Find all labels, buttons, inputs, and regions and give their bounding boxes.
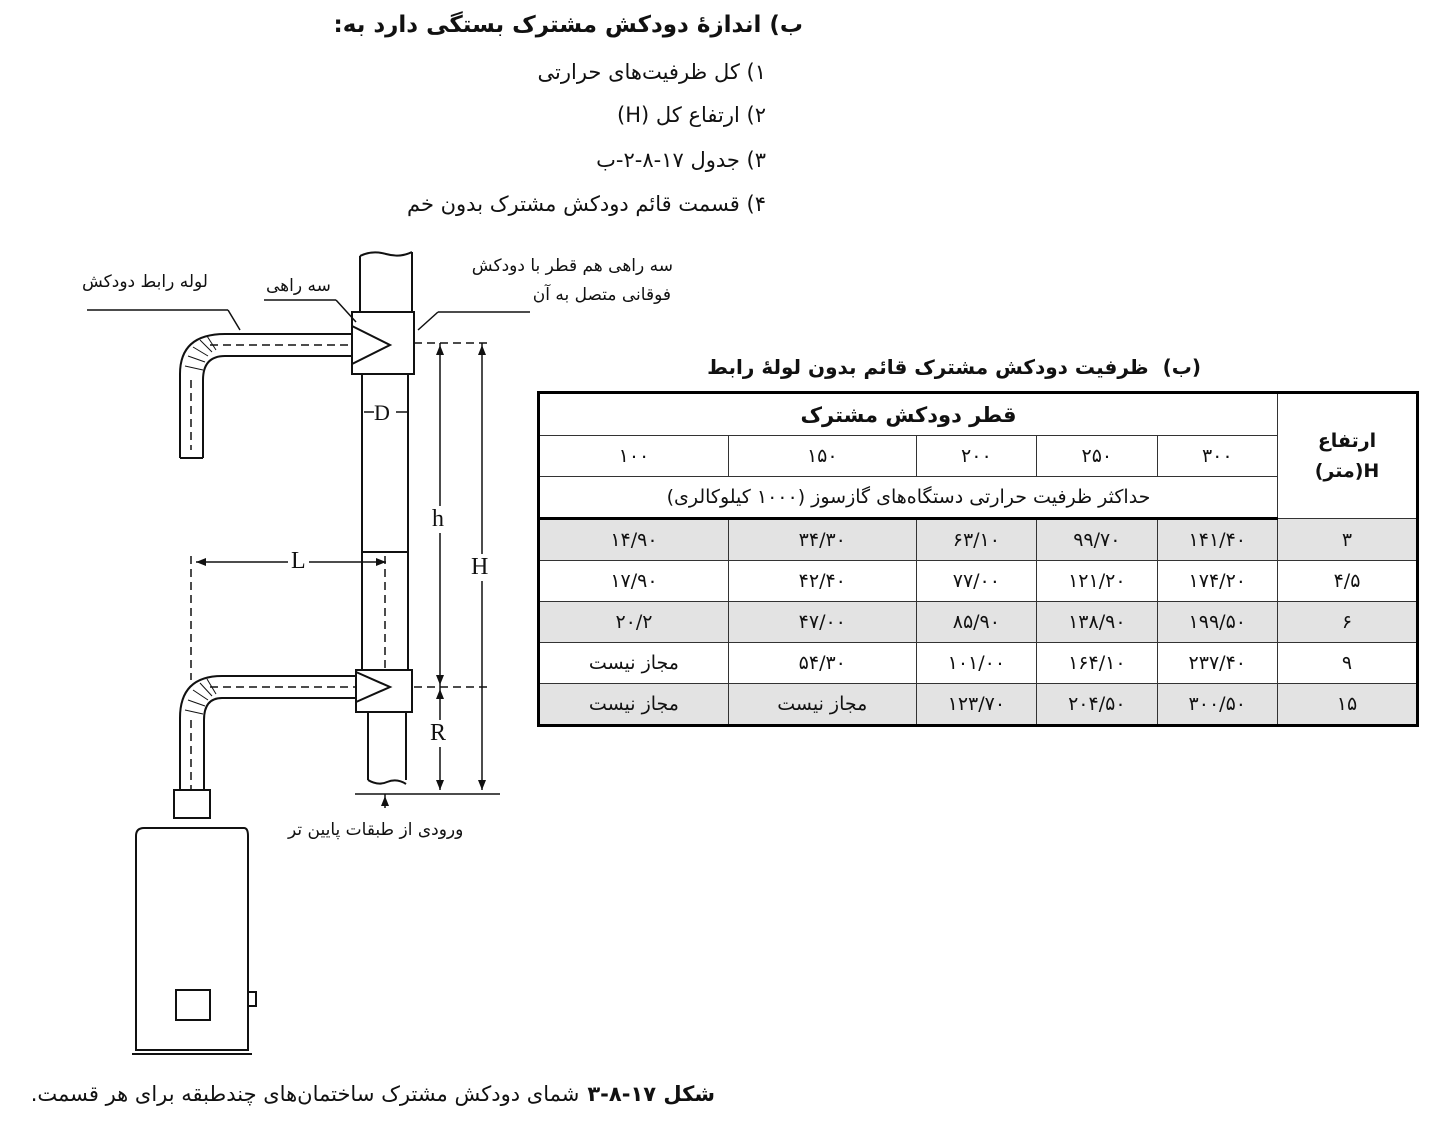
list-item: ۳) جدول ۱۷-۸-۲-ب (596, 148, 766, 172)
diameter-cell: ۱۵۰ (728, 436, 916, 477)
table-row (539, 561, 1418, 602)
height-cell: ۶ (1278, 602, 1418, 643)
diameter-cell: ۲۰۰ (916, 436, 1036, 477)
value-cell: ۲۳۷/۴۰ (1157, 643, 1277, 684)
value-cell: ۱۴۱/۴۰ (1157, 519, 1277, 561)
heater-collar (174, 790, 210, 818)
value-cell: ۲۰/۲ (539, 602, 729, 643)
height-cell: ۴/۵ (1278, 561, 1418, 602)
height-cell: ۳ (1278, 519, 1418, 561)
label-tee-note-2: فوقانی متصل به آن (532, 285, 671, 305)
value-cell: ۳۴/۳۰ (728, 519, 916, 561)
dim-H: H (471, 554, 489, 580)
value-cell: ۲۰۴/۵۰ (1037, 684, 1157, 726)
label-connector-pipe: لوله رابط دودکش (82, 272, 208, 292)
value-cell: مجاز نیست (539, 643, 729, 684)
section-heading: ب) اندازهٔ دودکش مشترک بستگی دارد به: (333, 12, 803, 38)
diameter-cell: ۲۵۰ (1037, 436, 1157, 477)
value-cell: ۱۷۴/۲۰ (1157, 561, 1277, 602)
chimney-diagram (0, 230, 530, 1070)
capacity-header: حداکثر ظرفیت حرارتی دستگاه‌های گازسوز (۱۰۰۰ کیلوکالری) (539, 477, 1278, 519)
dim-R: R (430, 720, 447, 746)
value-cell: ۴۷/۰۰ (728, 602, 916, 643)
value-cell: ۱۰۱/۰۰ (916, 643, 1036, 684)
value-cell: ۶۳/۱۰ (916, 519, 1036, 561)
value-cell: ۸۵/۹۰ (916, 602, 1036, 643)
list-item: ۴) قسمت قائم دودکش مشترک بدون خم (406, 192, 766, 216)
value-cell: ۱۴/۹۰ (539, 519, 729, 561)
value-cell: ۹۹/۷۰ (1037, 519, 1157, 561)
table-row (539, 643, 1418, 684)
label-tee: سه راهی (266, 276, 331, 296)
value-cell: ۵۴/۳۰ (728, 643, 916, 684)
value-cell: ۱۹۹/۵۰ (1157, 602, 1277, 643)
chimney-top-cut (360, 252, 412, 256)
value-cell: ۱۲۱/۲۰ (1037, 561, 1157, 602)
height-cell: ۱۵ (1278, 684, 1418, 726)
table-title-text: ظرفیت دودکش مشترک قائم بدون لولهٔ رابط (707, 355, 1149, 379)
table-row (539, 602, 1418, 643)
dim-L: L (288, 548, 309, 575)
figure-caption (31, 1082, 715, 1106)
height-header-line1: ارتفاع (1317, 430, 1377, 452)
value-cell: ۳۰۰/۵۰ (1157, 684, 1277, 726)
diameter-cell: ۱۰۰ (539, 436, 729, 477)
table-row (539, 519, 1418, 561)
table-tag: (ب) (1162, 355, 1201, 379)
caption-label: شکل ۱۷-۸-۳ (587, 1082, 715, 1106)
value-cell: ۱۷/۹۰ (539, 561, 729, 602)
heater-body (136, 828, 248, 1050)
value-cell: ۱۲۳/۷۰ (916, 684, 1036, 726)
height-header-line2: H(متر) (1314, 460, 1380, 482)
value-cell: مجاز نیست (539, 684, 729, 726)
value-cell: ۱۳۸/۹۰ (1037, 602, 1157, 643)
caption-text: شمای دودکش مشترک ساختمان‌های چندطبقه برای هر قسمت. (30, 1082, 580, 1106)
chimney-capacity-table (537, 391, 1419, 727)
dim-D: D (374, 400, 390, 425)
value-cell: ۱۶۴/۱۰ (1037, 643, 1157, 684)
diameter-cell: ۳۰۰ (1157, 436, 1277, 477)
table-row (539, 684, 1418, 726)
list-item: ۱) کل ظرفیت‌های حرارتی (537, 60, 766, 84)
list-item: ۲) ارتفاع کل (H) (617, 103, 766, 127)
label-lower-inlet: ورودی از طبقات پایین تر (288, 820, 464, 840)
value-cell: ۷۷/۰۰ (916, 561, 1036, 602)
heater-window (176, 990, 210, 1020)
value-cell: مجاز نیست (728, 684, 916, 726)
dim-h: h (432, 506, 444, 532)
height-cell: ۹ (1278, 643, 1418, 684)
label-tee-note-1: سه راهی هم قطر با دودکش (471, 256, 673, 276)
value-cell: ۴۲/۴۰ (728, 561, 916, 602)
table-title (707, 355, 1201, 379)
height-header (1278, 393, 1418, 519)
diameter-header: قطر دودکش مشترک (539, 393, 1278, 436)
